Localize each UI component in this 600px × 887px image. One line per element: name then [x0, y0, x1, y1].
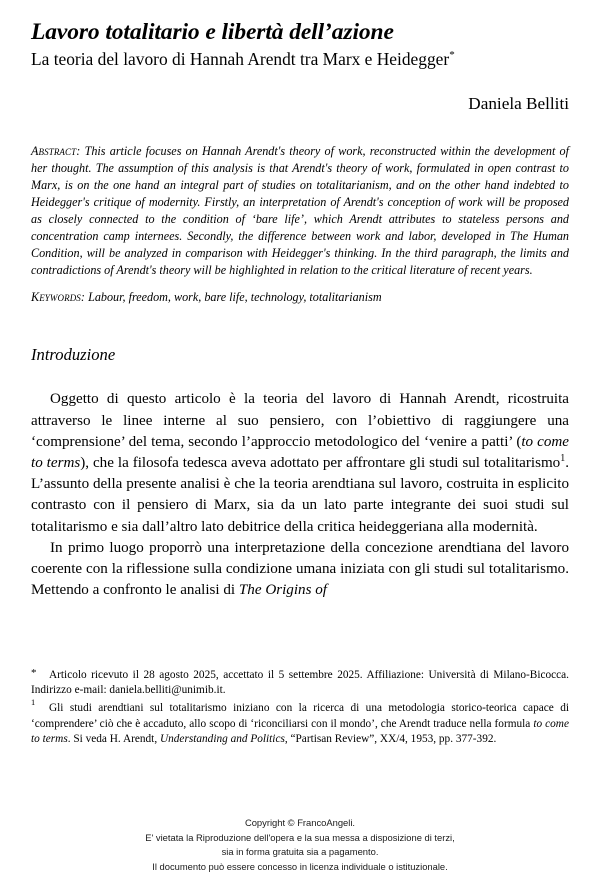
article-content: [31, 0, 569, 601]
copyright-line-2: E' vietata la Riproduzione dell'opera e la sua messa a disposizione di terzi,: [145, 831, 455, 843]
footnote-1-part-c: , “Partisan Review”, XX/4, 1953, pp. 377-392.: [284, 732, 497, 745]
keywords-label: Keywords:: [31, 290, 86, 305]
footnote-reference-1: 1: [560, 453, 566, 465]
author-name: Daniela Belliti: [468, 93, 569, 113]
paragraph-2-part-a: In primo luogo proporrò una interpretazione della concezione arendtiana del lavoro coerente con la riflessione sulla condizione umana iniziata con gli studi sul totalitarismo. Mettendo a confronto le analisi di: [31, 539, 569, 599]
paragraph-2-italic-title: The Origins of: [238, 582, 327, 599]
abstract-paragraph: [31, 114, 569, 280]
body-paragraph-1: [31, 364, 569, 537]
copyright-line-4: Il documento può essere concesso in licenza individuale o istituzionale.: [152, 860, 448, 872]
body-paragraph-2: [31, 538, 569, 602]
page-subtitle: [31, 45, 569, 70]
footnote-asterisk-marker: *: [31, 667, 37, 679]
paragraph-1-italic-term: to come to terms: [31, 433, 569, 472]
section-heading-introduzione: Introduzione: [31, 344, 116, 364]
abstract-text: This article focuses on Hannah Arendt's theory of work, reconstructed within the development of her thought. The assumption of this analysis is that Arendt's theory of work, formulated in open contrast to Marx, is on the one hand an integral part of studies on totalitarianism, and on the other hand indebted to Heidegger's critique of modernity. Firstly, an interpretation of Arendt's conception of work will be proposed as closely connected to the condition of ‘bare life’, which Arendt attributes to stateless persons and concentration camp internees. Secondly, the difference between work and labor, developed in The Human Condition, will be analyzed in comparison with Heidegger's thinking. In the third paragraph, the limits and contradictions of Arendt's theory will be highlighted in relation to the critical literature of recent years.: [31, 143, 569, 278]
paragraph-1-part-b: ), che la filosofa tedesca aveva adottato per affrontare gli studi sul totalitarismo: [80, 455, 561, 472]
copyright-line-3: sia in forma gratuita sia a pagamento.: [221, 846, 379, 858]
title-footnote-marker: *: [449, 49, 455, 62]
page-subtitle-text: La teoria del lavoro di Hannah Arendt tra Marx e Heidegger: [31, 49, 450, 70]
abstract-label: Abstract:: [31, 143, 81, 158]
copyright-footer: [0, 816, 600, 874]
footnote-1: [31, 698, 569, 747]
page-title: Lavoro totalitario e libertà dell’azione: [31, 19, 394, 45]
footnote-1-part-a: Gli studi arendtiani sul totalitarismo iniziano con la ricerca di una metodologia storico-teorica capace di ‘comprendere’ ciò che è accaduto, allo scopo di ‘riconciliarsi con il mondo’, che Arendt traduce nella formula: [31, 702, 569, 730]
paragraph-1-part-c: . L’assunto della presente analisi è che la teoria arendtiana sul lavoro, costruita in esplicito contrasto con il pensiero di Marx, sia da un lato parte integrante dei suoi studi sul totalitarismo e sia dall’altro lato debitrice della critica heideggeriana alla modernità.: [31, 455, 569, 535]
footnote-asterisk-text: Articolo ricevuto il 28 agosto 2025, accettato il 5 settembre 2025. Affiliazione: Università di Milano-Bicocca. Indirizzo e-mail: daniela.belliti@unimib.it.: [31, 669, 569, 697]
copyright-line-1: Copyright © FrancoAngeli.: [244, 817, 356, 828]
paragraph-1-part-a: Oggetto di questo articolo è la teoria del lavoro di Hannah Arendt, ricostruita attraverso le linee interne al suo pensiero, con l’obiettivo di raggiungere una ‘comprensione’ del tema, secondo l’approccio metodologico del ‘venire a patti’ (: [31, 391, 569, 450]
footnote-asterisk: [31, 668, 569, 698]
footnote-1-italic-1: to come to terms: [31, 717, 569, 745]
footnote-1-marker: 1: [31, 698, 36, 708]
footnote-1-italic-2: Understanding and Politics: [159, 732, 285, 745]
keywords-paragraph: [31, 279, 569, 306]
footnotes-section: [31, 668, 569, 747]
footnote-1-part-b: . Si veda H. Arendt,: [67, 732, 160, 745]
keywords-text: Labour, freedom, work, bare life, technology, totalitarianism: [88, 290, 382, 305]
